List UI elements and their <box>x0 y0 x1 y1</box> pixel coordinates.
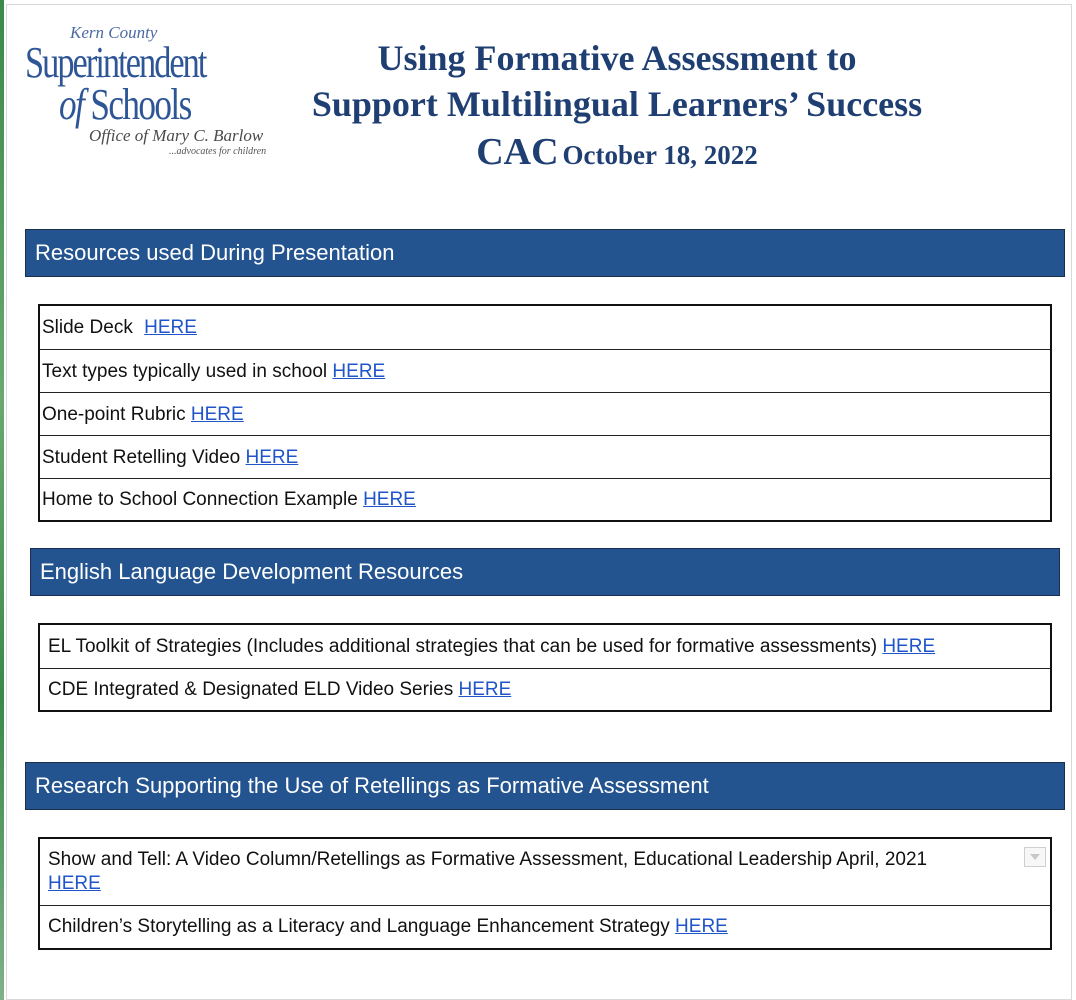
section-header-presentation: Resources used During Presentation <box>25 229 1065 277</box>
presentation-resources-list <box>38 304 1052 522</box>
item-label: Student Retelling Video <box>42 447 246 468</box>
logo-office: Office of Mary C. Barlow <box>89 126 264 145</box>
title-line-2: Support Multilingual Learners’ Success <box>311 84 923 124</box>
org-name: CAC <box>476 131 559 173</box>
list-item <box>40 625 1050 669</box>
here-link[interactable]: HERE <box>332 361 386 382</box>
item-label: Slide Deck <box>42 317 139 338</box>
list-item <box>40 906 1050 948</box>
document-page <box>6 4 1072 1000</box>
item-label: Children’s Storytelling as a Literacy and Language Enhancement Strategy <box>48 916 676 937</box>
here-link[interactable]: HERE <box>882 636 936 657</box>
logo-of-schools <box>59 79 191 130</box>
eld-resources-list <box>38 623 1052 712</box>
here-link[interactable]: HERE <box>245 447 299 468</box>
logo-of: of <box>59 80 84 129</box>
logo-superintendent: Superintendent <box>25 38 206 87</box>
section-header-research: Research Supporting the Use of Retellings as Formative Assessment <box>25 762 1065 810</box>
here-link[interactable]: HERE <box>190 404 244 425</box>
kcsos-logo <box>25 23 265 163</box>
here-link[interactable]: HERE <box>48 873 101 894</box>
page-title <box>257 35 977 185</box>
here-link[interactable]: HERE <box>458 679 512 700</box>
list-item <box>40 479 1050 520</box>
here-link[interactable]: HERE <box>144 317 197 338</box>
list-item <box>40 350 1050 393</box>
list-item <box>40 839 1050 906</box>
item-label: One-point Rubric <box>42 404 191 425</box>
item-label: Text types typically used in school <box>42 361 333 382</box>
logo-schools: Schools <box>83 80 191 129</box>
window-edge <box>0 0 4 1000</box>
title-line-1: Using Formative Assessment to <box>377 38 857 78</box>
event-date: October 18, 2022 <box>562 140 758 170</box>
row-options-dropdown[interactable] <box>1024 847 1046 867</box>
item-label: CDE Integrated & Designated ELD Video Series <box>48 679 459 700</box>
list-item <box>40 669 1050 710</box>
item-label: EL Toolkit of Strategies (Includes additional strategies that can be used for formative assessments) <box>48 636 883 657</box>
here-link[interactable]: HERE <box>363 489 416 510</box>
section-header-eld: English Language Development Resources <box>30 548 1060 596</box>
item-label: Home to School Connection Example <box>42 489 364 510</box>
here-link[interactable]: HERE <box>675 916 728 937</box>
research-list <box>38 837 1052 950</box>
list-item <box>40 393 1050 436</box>
list-item <box>40 436 1050 479</box>
item-label: Show and Tell: A Video Column/Retellings as Formative Assessment, Educational Leadership April, 2021 <box>48 849 928 870</box>
list-item <box>40 306 1050 350</box>
title-line-3 <box>257 127 977 185</box>
logo-tagline: ...advocates for children <box>169 146 267 157</box>
logo-kern-county: Kern County <box>70 23 158 42</box>
